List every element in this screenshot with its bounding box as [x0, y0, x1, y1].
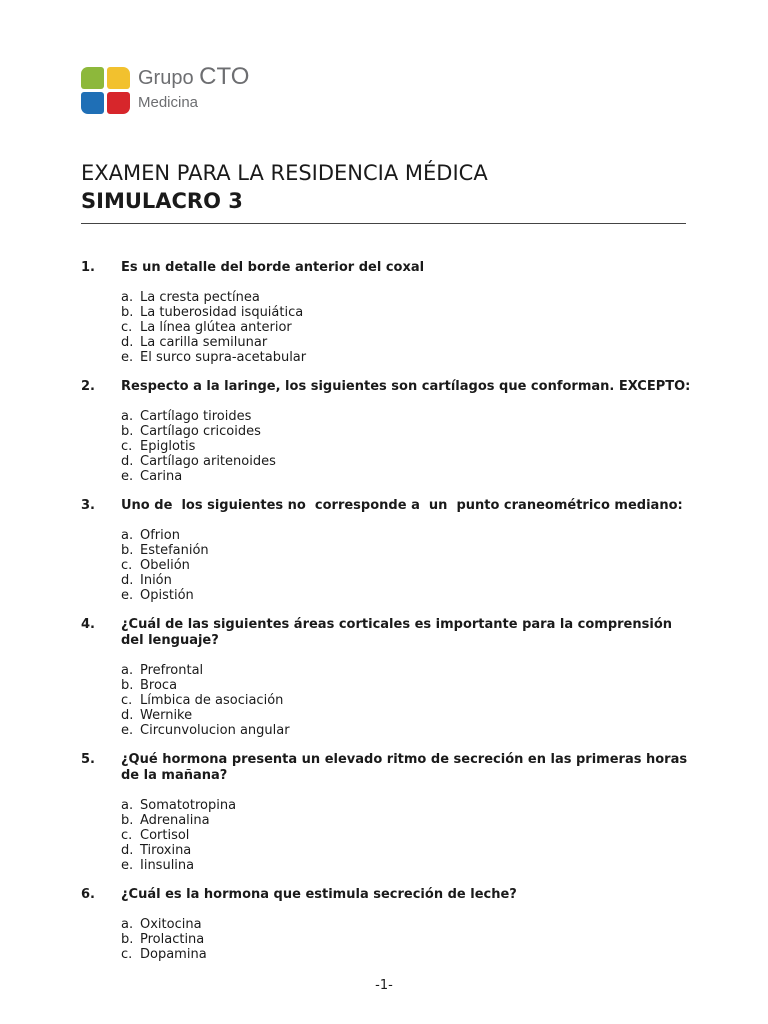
option-item [121, 543, 696, 558]
question-number: 3. [81, 498, 95, 513]
option-list [121, 528, 696, 603]
question-text: ¿Cuál es la hormona que estimula secreción de leche? [121, 887, 517, 902]
option-letter: c. [121, 558, 133, 573]
question-number: 4. [81, 617, 95, 632]
option-item [121, 305, 696, 320]
option-text: Prefrontal [140, 663, 204, 678]
option-letter: c. [121, 693, 133, 708]
logo-square-green [81, 67, 104, 89]
option-letter: a. [121, 663, 134, 678]
question-item [81, 260, 696, 365]
option-letter: c. [121, 439, 133, 454]
question-list [81, 260, 696, 976]
option-item [121, 528, 696, 543]
option-item [121, 947, 696, 962]
option-letter: d. [121, 454, 134, 469]
option-item [121, 813, 696, 828]
option-item [121, 409, 696, 424]
logo-square-yellow [107, 67, 130, 89]
option-item [121, 469, 696, 484]
option-letter: b. [121, 813, 134, 828]
option-item [121, 693, 696, 708]
option-letter: d. [121, 335, 134, 350]
option-letter: e. [121, 588, 134, 603]
option-text: Oxitocina [140, 917, 202, 932]
option-text: Tiroxina [140, 843, 192, 858]
option-text: Prolactina [140, 932, 205, 947]
page-title: EXAMEN PARA LA RESIDENCIA MÉDICA [81, 161, 488, 185]
option-item [121, 678, 696, 693]
option-letter: e. [121, 858, 134, 873]
option-item [121, 573, 696, 588]
question-number: 1. [81, 260, 95, 275]
option-text: Somatotropina [140, 798, 237, 813]
option-text: La tuberosidad isquiática [140, 305, 304, 320]
option-item [121, 858, 696, 873]
logo-text [138, 64, 249, 112]
question-item [81, 498, 696, 603]
question-item [81, 887, 696, 962]
option-letter: d. [121, 708, 134, 723]
question-item [81, 379, 696, 484]
option-text: Carina [140, 469, 183, 484]
option-text: Estefanión [140, 543, 209, 558]
option-item [121, 350, 696, 365]
option-text: Adrenalina [140, 813, 210, 828]
option-text: Dopamina [140, 947, 207, 962]
option-text: Iinsulina [140, 858, 195, 873]
question-text: ¿Cuál de las siguientes áreas corticales es importante para la comprensión del lenguaje? [121, 617, 677, 648]
option-letter: a. [121, 528, 134, 543]
logo-subtitle: Medicina [138, 94, 199, 111]
option-item [121, 917, 696, 932]
question-text: Respecto a la laringe, los siguientes son cartílagos que conforman. EXCEPTO: [121, 379, 691, 394]
option-item [121, 558, 696, 573]
option-text: Cartílago tiroides [140, 409, 252, 424]
option-item [121, 932, 696, 947]
option-text: Cartílago aritenoides [140, 454, 276, 469]
option-text: Wernike [140, 708, 193, 723]
option-item [121, 588, 696, 603]
logo-brand-prefix: Grupo [138, 67, 194, 89]
option-item [121, 335, 696, 350]
option-letter: d. [121, 843, 134, 858]
option-list [121, 409, 696, 484]
document-header [81, 160, 691, 215]
header-divider [81, 223, 686, 224]
option-item [121, 663, 696, 678]
logo-square-blue [81, 92, 104, 114]
logo [81, 63, 281, 117]
option-text: Ofrion [140, 528, 180, 543]
option-letter: e. [121, 723, 134, 738]
option-letter: b. [121, 305, 134, 320]
option-list [121, 290, 696, 365]
option-text: Opistión [140, 588, 194, 603]
option-text: La línea glútea anterior [140, 320, 292, 335]
option-text: Obelión [140, 558, 190, 573]
option-letter: b. [121, 424, 134, 439]
option-item [121, 290, 696, 305]
page-number: -1- [375, 978, 393, 993]
option-text: Circunvolucion angular [140, 723, 290, 738]
option-list [121, 663, 696, 738]
option-text: Broca [140, 678, 178, 693]
option-letter: c. [121, 320, 133, 335]
option-item [121, 798, 696, 813]
question-number: 2. [81, 379, 95, 394]
option-item [121, 439, 696, 454]
option-letter: a. [121, 290, 134, 305]
option-item [121, 708, 696, 723]
option-letter: a. [121, 917, 134, 932]
option-item [121, 454, 696, 469]
logo-brand [138, 64, 249, 91]
question-text: ¿Qué hormona presenta un elevado ritmo de secreción en las primeras horas de la mañana? [121, 752, 692, 783]
option-letter: e. [121, 469, 134, 484]
option-letter: b. [121, 543, 134, 558]
question-text: Uno de los siguientes no corresponde a un punto craneométrico mediano: [121, 498, 683, 513]
option-letter: d. [121, 573, 134, 588]
option-item [121, 424, 696, 439]
option-letter: b. [121, 932, 134, 947]
option-text: La carilla semilunar [140, 335, 268, 350]
option-text: Cartílago cricoides [140, 424, 261, 439]
option-text: El surco supra-acetabular [140, 350, 307, 365]
option-text: Inión [140, 573, 172, 588]
option-letter: a. [121, 409, 134, 424]
option-item [121, 723, 696, 738]
option-text: Límbica de asociación [140, 693, 284, 708]
option-letter: c. [121, 828, 133, 843]
option-item [121, 320, 696, 335]
logo-brand-name: CTO [199, 63, 250, 90]
question-number: 5. [81, 752, 95, 767]
option-text: Cortisol [140, 828, 190, 843]
option-letter: a. [121, 798, 134, 813]
question-text: Es un detalle del borde anterior del coxal [121, 260, 425, 275]
logo-square-red [107, 92, 130, 114]
option-text: Epiglotis [140, 439, 196, 454]
option-item [121, 828, 696, 843]
option-list [121, 798, 696, 873]
logo-squares-icon [81, 67, 130, 115]
option-letter: c. [121, 947, 133, 962]
option-text: La cresta pectínea [140, 290, 260, 305]
option-list [121, 917, 696, 962]
option-letter: e. [121, 350, 134, 365]
question-item [81, 617, 696, 738]
page-subtitle: SIMULACRO 3 [81, 189, 243, 213]
question-number: 6. [81, 887, 95, 902]
question-item [81, 752, 696, 873]
option-letter: b. [121, 678, 134, 693]
option-item [121, 843, 696, 858]
